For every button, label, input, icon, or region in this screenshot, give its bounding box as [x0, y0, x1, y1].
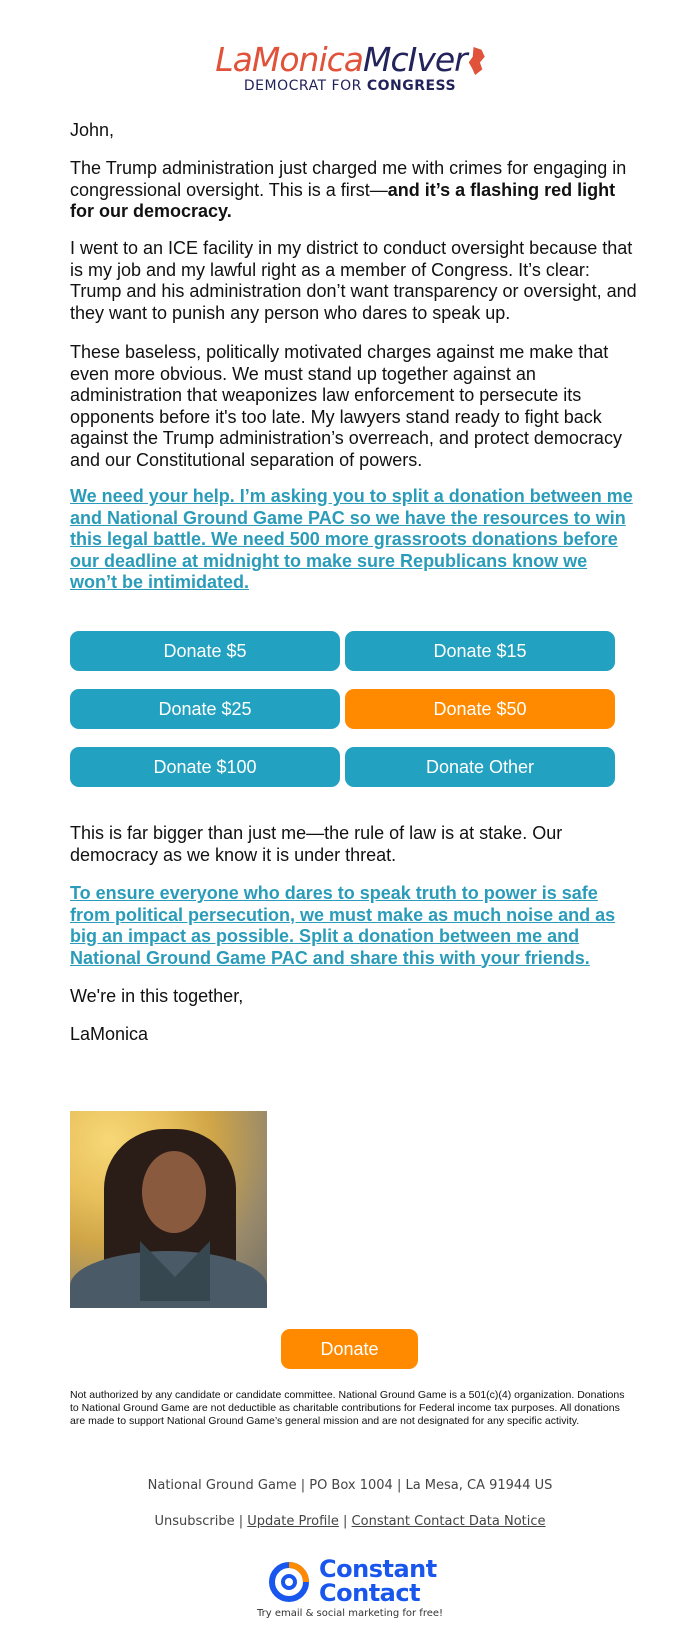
cc-line1: Constant — [319, 1555, 437, 1583]
donate-other-button[interactable]: Donate Other — [345, 747, 615, 787]
data-notice-link[interactable]: Constant Contact Data Notice — [351, 1514, 546, 1529]
logo-last-name: McIver — [362, 40, 467, 79]
donate-15-button[interactable]: Donate $15 — [345, 631, 615, 671]
update-profile-link[interactable]: Update Profile — [247, 1514, 339, 1529]
new-jersey-state-icon — [469, 47, 485, 75]
paragraph-2: I went to an ICE facility in my district to conduct oversight because that is my job and my lawful right as a member of Congress. It’s clear: Trump and his administration don’t want transparency or oversight, and they want to punish any person who dares to speak up. — [70, 238, 637, 323]
constant-contact-tagline: Try email & social marketing for free! — [256, 1608, 444, 1619]
donate-5-button[interactable]: Donate $5 — [70, 631, 340, 671]
constant-contact-icon — [267, 1560, 311, 1604]
logo-tagline — [0, 78, 700, 94]
signature: LaMonica — [70, 1024, 149, 1044]
constant-contact-wordmark — [319, 1557, 437, 1605]
paragraph-1 — [70, 158, 638, 223]
footer-separator: | — [234, 1514, 248, 1529]
donation-appeal-link[interactable]: We need your help. I’m asking you to split a donation between me and National Ground Game PAC so we have the resources to win this legal battle. We need 500 more grassroots donations before our deadline at midnight to make sure Republicans know we won’t be intimidated. — [70, 486, 633, 592]
donate-100-button[interactable]: Donate $100 — [70, 747, 340, 787]
logo-first-name: LaMonica — [215, 40, 363, 79]
paragraph-1-bold: and it’s a flashing red light for our democracy. — [70, 179, 616, 221]
closing-line: We're in this together, — [70, 986, 244, 1006]
candidate-photo — [70, 1111, 267, 1308]
footer-separator-2: | — [338, 1514, 352, 1529]
logo-name — [0, 40, 700, 80]
logo-tagline-text: DEMOCRAT FOR — [243, 78, 367, 94]
donate-25-button[interactable]: Donate $25 — [70, 689, 340, 729]
footer-address: National Ground Game | PO Box 1004 | La Mesa, CA 91944 US — [147, 1478, 553, 1493]
donate-button[interactable]: Donate — [281, 1329, 418, 1369]
paragraph-3: These baseless, politically motivated charges against me make that even more obvious. We must stand up together against an administration that weaponizes law enforcement to persecute its opponents before it's too late. My lawyers stand ready to fight back against the Trump administration’s overreach, and protect democracy and our Constitutional separation of powers. — [70, 342, 622, 470]
greeting: John, — [70, 120, 115, 140]
donate-50-button[interactable]: Donate $50 — [345, 689, 615, 729]
paragraph-1-text: The Trump administration just charged me with crimes for engaging in congressional oversight. This is a first— — [70, 158, 627, 200]
legal-disclaimer: Not authorized by any candidate or candidate committee. National Ground Game is a 501(c)(4) organization. Donations to National Ground Game are not deductible as charitable contributions for Federal income tax purposes. All donations are made to support National Ground Game’s general mission and are not designated for any specific activity. — [70, 1389, 625, 1427]
logo-tagline-bold: CONGRESS — [366, 78, 457, 94]
unsubscribe-link[interactable]: Unsubscribe — [154, 1514, 235, 1529]
campaign-logo — [0, 40, 700, 100]
share-appeal-link[interactable]: To ensure everyone who dares to speak truth to power is safe from political persecution, we must make as much noise and as big an impact as possible. Split a donation between me and National Ground Game PAC and share this with your friends. — [70, 883, 616, 968]
photo-face — [142, 1151, 206, 1233]
cc-line2: Contact — [319, 1579, 421, 1607]
footer-links — [0, 1514, 700, 1529]
paragraph-4: This is far bigger than just me—the rule of law is at stake. Our democracy as we know it is under threat. — [70, 823, 563, 865]
constant-contact-logo[interactable] — [267, 1557, 437, 1607]
